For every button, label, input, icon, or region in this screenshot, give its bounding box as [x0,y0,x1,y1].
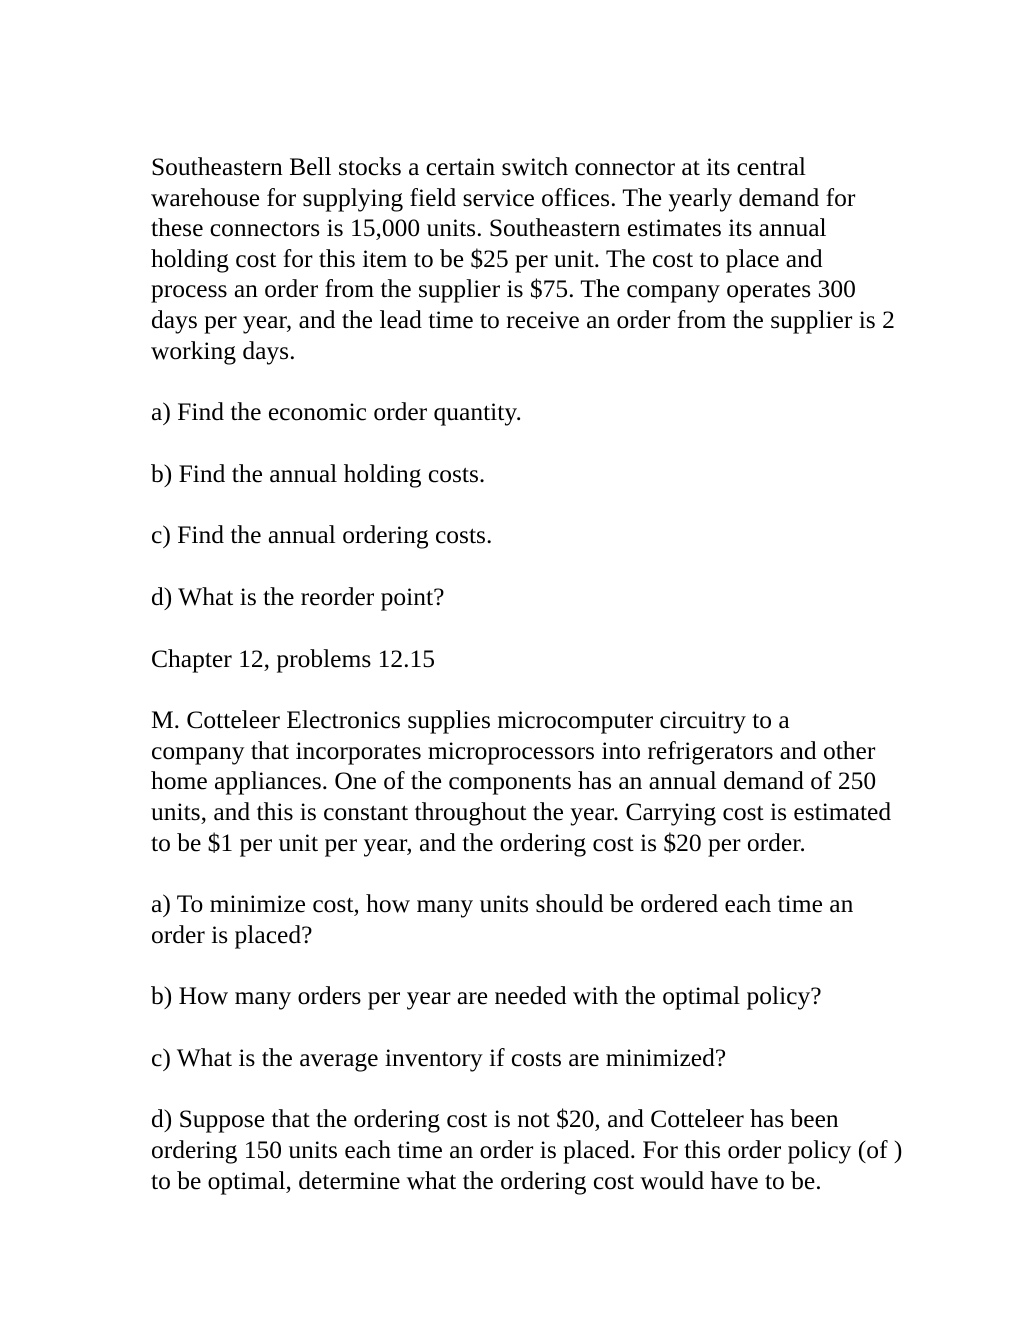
paragraph-line: units, and this is constant throughout the year. Carrying cost is estimated [151,796,892,826]
paragraph-line: d) Suppose that the ordering cost is not $20, and Cotteleer has been [151,1104,839,1134]
problem2-question-d [121,1104,921,1196]
paragraph-line: to be $1 per unit per year, and the ordering cost is $20 per order. [151,827,806,857]
paragraph-line: to be optimal, determine what the ordering cost would have to be. [151,1165,822,1195]
problem1-question-d: d) What is the reorder point? [151,581,445,611]
problem2-intro-paragraph [121,705,921,858]
paragraph-line: a) To minimize cost, how many units should be ordered each time an [151,889,854,919]
paragraph-line: working days. [151,335,296,365]
paragraph-line: home appliances. One of the components has an annual demand of 250 [151,766,877,796]
problem1-question-c: c) Find the annual ordering costs. [151,520,493,550]
paragraph-line: Southeastern Bell stocks a certain switch connector at its central [151,152,806,181]
problem1-question-a: a) Find the economic order quantity. [151,397,522,427]
paragraph-line: warehouse for supplying field service offices. The yearly demand for [151,182,856,212]
problem1-intro-paragraph [121,152,921,366]
paragraph-line: M. Cotteleer Electronics supplies microcomputer circuitry to a [151,705,790,735]
chapter-heading: Chapter 12, problems 12.15 [151,643,435,673]
problem2-question-b: b) How many orders per year are needed with the optimal policy? [151,981,822,1011]
paragraph-line: process an order from the supplier is $75. The company operates 300 [151,274,856,304]
problem2-question-c: c) What is the average inventory if costs are minimized? [151,1042,727,1072]
document-page [121,152,921,1227]
paragraph-line: holding cost for this item to be $25 per unit. The cost to place and [151,243,823,273]
paragraph-line: ordering 150 units each time an order is placed. For this order policy (of ) [151,1135,903,1165]
paragraph-line: order is placed? [151,919,313,949]
problem1-question-b: b) Find the annual holding costs. [151,458,486,488]
paragraph-line: these connectors is 15,000 units. Southeastern estimates its annual [151,213,827,243]
paragraph-line: days per year, and the lead time to receive an order from the supplier is 2 [151,304,895,334]
paragraph-line: company that incorporates microprocessors into refrigerators and other [151,735,876,765]
problem2-question-a [121,889,921,950]
